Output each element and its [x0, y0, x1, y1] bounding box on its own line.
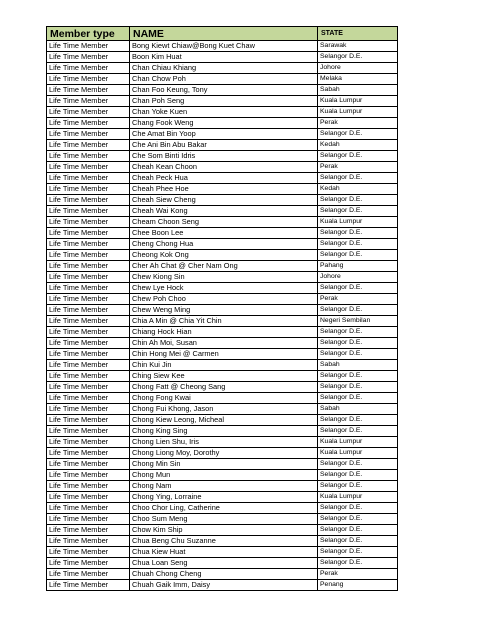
member-type-cell: Life Time Member [47, 338, 130, 349]
table-row [47, 360, 398, 371]
table-row [47, 481, 398, 492]
member-type-cell: Life Time Member [47, 316, 130, 327]
table-row [47, 371, 398, 382]
member-type-cell: Life Time Member [47, 74, 130, 85]
table-body [47, 41, 398, 591]
table-row [47, 206, 398, 217]
name-cell: Chew Kiong Sin [130, 272, 318, 283]
state-cell: Selangor D.E. [318, 206, 398, 217]
state-cell: Selangor D.E. [318, 305, 398, 316]
state-cell: Kedah [318, 140, 398, 151]
header-row [47, 27, 398, 41]
state-cell: Selangor D.E. [318, 228, 398, 239]
name-cell: Chew Poh Choo [130, 294, 318, 305]
name-cell: Ching Siew Kee [130, 371, 318, 382]
state-cell: Melaka [318, 74, 398, 85]
state-cell: Perak [318, 118, 398, 129]
table-row [47, 459, 398, 470]
member-type-cell: Life Time Member [47, 492, 130, 503]
name-cell: Chong Kiew Leong, Micheal [130, 415, 318, 426]
member-type-cell: Life Time Member [47, 426, 130, 437]
table-row [47, 195, 398, 206]
member-type-cell: Life Time Member [47, 371, 130, 382]
table-row [47, 448, 398, 459]
member-type-cell: Life Time Member [47, 536, 130, 547]
name-cell: Cheah Kean Choon [130, 162, 318, 173]
table-row [47, 239, 398, 250]
member-type-cell: Life Time Member [47, 173, 130, 184]
member-type-cell: Life Time Member [47, 514, 130, 525]
table-row [47, 316, 398, 327]
name-cell: Bong Kiewt Chiaw@Bong Kuet Chaw [130, 41, 318, 52]
name-cell: Cheah Siew Cheng [130, 195, 318, 206]
name-cell: Chua Kiew Huat [130, 547, 318, 558]
table-row [47, 85, 398, 96]
name-cell: Chong Fui Khong, Jason [130, 404, 318, 415]
table-row [47, 305, 398, 316]
member-type-cell: Life Time Member [47, 470, 130, 481]
member-type-cell: Life Time Member [47, 228, 130, 239]
name-cell: Cher Ah Chat @ Cher Nam Ong [130, 261, 318, 272]
table-row [47, 426, 398, 437]
table-row [47, 536, 398, 547]
state-cell: Selangor D.E. [318, 327, 398, 338]
table-row [47, 162, 398, 173]
table-row [47, 140, 398, 151]
member-type-cell: Life Time Member [47, 459, 130, 470]
member-type-cell: Life Time Member [47, 250, 130, 261]
state-cell: Selangor D.E. [318, 371, 398, 382]
table-row [47, 96, 398, 107]
name-cell: Chong Fong Kwai [130, 393, 318, 404]
table-row [47, 129, 398, 140]
member-type-cell: Life Time Member [47, 437, 130, 448]
state-cell: Selangor D.E. [318, 250, 398, 261]
state-cell: Selangor D.E. [318, 338, 398, 349]
member-type-cell: Life Time Member [47, 195, 130, 206]
state-cell: Kuala Lumpur [318, 217, 398, 228]
name-cell: Cheah Wai Kong [130, 206, 318, 217]
state-cell: Kuala Lumpur [318, 96, 398, 107]
state-cell: Selangor D.E. [318, 173, 398, 184]
state-cell: Kuala Lumpur [318, 437, 398, 448]
name-cell: Chan Foo Keung, Tony [130, 85, 318, 96]
name-cell: Chua Loan Seng [130, 558, 318, 569]
table-row [47, 74, 398, 85]
state-cell: Selangor D.E. [318, 547, 398, 558]
member-type-cell: Life Time Member [47, 162, 130, 173]
member-type-cell: Life Time Member [47, 382, 130, 393]
name-cell: Chang Fook Weng [130, 118, 318, 129]
table-row [47, 382, 398, 393]
name-cell: Chia A Min @ Chia Yit Chin [130, 316, 318, 327]
name-cell: Chong Fatt @ Cheong Sang [130, 382, 318, 393]
state-cell: Selangor D.E. [318, 558, 398, 569]
name-cell: Choo Chor Ling, Catherine [130, 503, 318, 514]
name-cell: Chin Hong Mei @ Carmen [130, 349, 318, 360]
state-cell: Kuala Lumpur [318, 107, 398, 118]
member-type-cell: Life Time Member [47, 481, 130, 492]
table-row [47, 272, 398, 283]
state-cell: Selangor D.E. [318, 382, 398, 393]
name-cell: Che Ani Bin Abu Bakar [130, 140, 318, 151]
member-type-cell: Life Time Member [47, 305, 130, 316]
state-cell: Johore [318, 63, 398, 74]
name-cell: Chiang Hock Hian [130, 327, 318, 338]
state-cell: Selangor D.E. [318, 514, 398, 525]
table-row [47, 52, 398, 63]
table-row [47, 41, 398, 52]
name-cell: Chan Poh Seng [130, 96, 318, 107]
name-cell: Chong Liong Moy, Dorothy [130, 448, 318, 459]
member-type-cell: Life Time Member [47, 85, 130, 96]
table-row [47, 492, 398, 503]
name-cell: Chong Nam [130, 481, 318, 492]
table-row [47, 250, 398, 261]
member-type-cell: Life Time Member [47, 217, 130, 228]
member-type-cell: Life Time Member [47, 327, 130, 338]
name-cell: Chew Lye Hock [130, 283, 318, 294]
state-cell: Kedah [318, 184, 398, 195]
state-cell: Selangor D.E. [318, 536, 398, 547]
table-row [47, 470, 398, 481]
state-cell: Selangor D.E. [318, 459, 398, 470]
table-row [47, 173, 398, 184]
state-cell: Selangor D.E. [318, 129, 398, 140]
state-cell: Selangor D.E. [318, 195, 398, 206]
member-table [46, 26, 398, 591]
state-cell: Perak [318, 569, 398, 580]
member-type-cell: Life Time Member [47, 294, 130, 305]
name-cell: Chee Boon Lee [130, 228, 318, 239]
member-type-cell: Life Time Member [47, 503, 130, 514]
state-cell: Perak [318, 162, 398, 173]
state-cell: Selangor D.E. [318, 481, 398, 492]
state-cell: Perak [318, 294, 398, 305]
state-cell: Sabah [318, 360, 398, 371]
name-cell: Chan Chiau Khiang [130, 63, 318, 74]
name-cell: Chong King Sing [130, 426, 318, 437]
name-cell: Cheong Kok Ong [130, 250, 318, 261]
state-cell: Selangor D.E. [318, 470, 398, 481]
name-cell: Cheah Peck Hua [130, 173, 318, 184]
name-header: NAME [130, 27, 318, 41]
state-cell: Kuala Lumpur [318, 448, 398, 459]
state-cell: Selangor D.E. [318, 283, 398, 294]
member-type-cell: Life Time Member [47, 52, 130, 63]
name-cell: Choo Sum Meng [130, 514, 318, 525]
state-cell: Selangor D.E. [318, 503, 398, 514]
state-cell: Selangor D.E. [318, 525, 398, 536]
table-row [47, 503, 398, 514]
name-cell: Cheng Chong Hua [130, 239, 318, 250]
state-cell: Pahang [318, 261, 398, 272]
table-row [47, 107, 398, 118]
name-cell: Chuah Gaik Imm, Daisy [130, 580, 318, 591]
member-type-cell: Life Time Member [47, 140, 130, 151]
member-type-cell: Life Time Member [47, 107, 130, 118]
table-row [47, 415, 398, 426]
state-cell: Selangor D.E. [318, 239, 398, 250]
name-cell: Chong Min Sin [130, 459, 318, 470]
member-type-header: Member type [47, 27, 130, 41]
table-row [47, 151, 398, 162]
state-cell: Johore [318, 272, 398, 283]
name-cell: Chew Weng Ming [130, 305, 318, 316]
table-row [47, 569, 398, 580]
member-type-cell: Life Time Member [47, 151, 130, 162]
name-cell: Cheah Phee Hoe [130, 184, 318, 195]
table-row [47, 404, 398, 415]
member-type-cell: Life Time Member [47, 96, 130, 107]
member-type-cell: Life Time Member [47, 41, 130, 52]
name-cell: Chong Lien Shu, Iris [130, 437, 318, 448]
table-row [47, 338, 398, 349]
name-cell: Chin Ah Moi, Susan [130, 338, 318, 349]
state-cell: Sarawak [318, 41, 398, 52]
name-cell: Chan Chow Poh [130, 74, 318, 85]
member-type-cell: Life Time Member [47, 415, 130, 426]
state-cell: Negeri Sembilan [318, 316, 398, 327]
table-row [47, 349, 398, 360]
member-type-cell: Life Time Member [47, 448, 130, 459]
member-type-cell: Life Time Member [47, 283, 130, 294]
member-type-cell: Life Time Member [47, 261, 130, 272]
member-type-cell: Life Time Member [47, 558, 130, 569]
name-cell: Boon Kim Huat [130, 52, 318, 63]
state-cell: Sabah [318, 85, 398, 96]
table-row [47, 118, 398, 129]
state-cell: Selangor D.E. [318, 415, 398, 426]
member-type-cell: Life Time Member [47, 118, 130, 129]
name-cell: Cheam Choon Seng [130, 217, 318, 228]
table-row [47, 558, 398, 569]
state-cell: Sabah [318, 404, 398, 415]
member-type-cell: Life Time Member [47, 360, 130, 371]
member-type-cell: Life Time Member [47, 525, 130, 536]
member-type-cell: Life Time Member [47, 272, 130, 283]
table-row [47, 393, 398, 404]
state-cell: Selangor D.E. [318, 349, 398, 360]
state-cell: Selangor D.E. [318, 393, 398, 404]
table-row [47, 514, 398, 525]
name-cell: Chuah Chong Cheng [130, 569, 318, 580]
state-cell: Kuala Lumpur [318, 492, 398, 503]
table-row [47, 525, 398, 536]
table-row [47, 63, 398, 74]
state-cell: Selangor D.E. [318, 426, 398, 437]
name-cell: Che Amat Bin Yoop [130, 129, 318, 140]
table-row [47, 261, 398, 272]
table-row [47, 184, 398, 195]
name-cell: Chow Kim Ship [130, 525, 318, 536]
member-type-cell: Life Time Member [47, 129, 130, 140]
table-row [47, 580, 398, 591]
name-cell: Chin Kui Jin [130, 360, 318, 371]
name-cell: Chong Ying, Lorraine [130, 492, 318, 503]
member-type-cell: Life Time Member [47, 239, 130, 250]
name-cell: Chan Yoke Kuen [130, 107, 318, 118]
member-type-cell: Life Time Member [47, 404, 130, 415]
member-type-cell: Life Time Member [47, 63, 130, 74]
state-cell: Selangor D.E. [318, 151, 398, 162]
name-cell: Chong Mun [130, 470, 318, 481]
member-type-cell: Life Time Member [47, 184, 130, 195]
name-cell: Che Som Binti Idris [130, 151, 318, 162]
member-type-cell: Life Time Member [47, 393, 130, 404]
member-type-cell: Life Time Member [47, 547, 130, 558]
table-row [47, 437, 398, 448]
table-row [47, 327, 398, 338]
state-header: STATE [318, 27, 398, 41]
member-type-cell: Life Time Member [47, 580, 130, 591]
table-row [47, 217, 398, 228]
state-cell: Selangor D.E. [318, 52, 398, 63]
member-type-cell: Life Time Member [47, 206, 130, 217]
name-cell: Chua Beng Chu Suzanne [130, 536, 318, 547]
state-cell: Penang [318, 580, 398, 591]
member-type-cell: Life Time Member [47, 349, 130, 360]
table-row [47, 294, 398, 305]
table-row [47, 283, 398, 294]
table-row [47, 547, 398, 558]
table-row [47, 228, 398, 239]
member-type-cell: Life Time Member [47, 569, 130, 580]
